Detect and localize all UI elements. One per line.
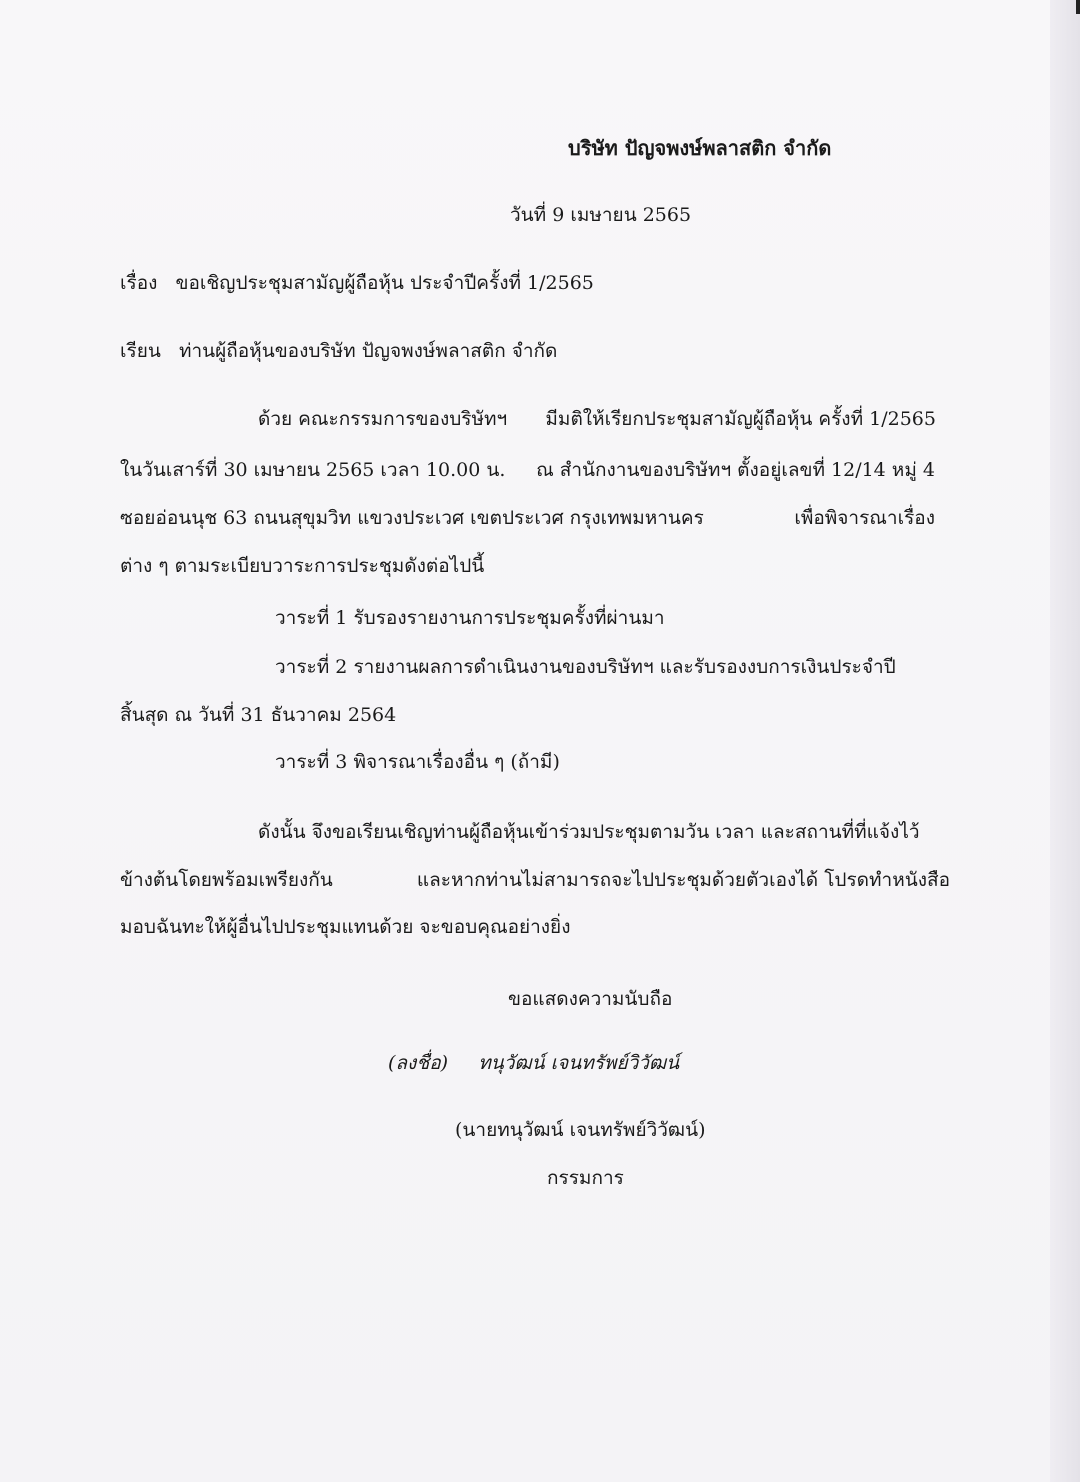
- page-edge-shadow: [1050, 0, 1080, 1482]
- body-line-1-part-a: ด้วย คณะกรรมการของบริษัทฯ: [258, 408, 508, 430]
- signature-name: ทนุวัฒน์ เจนทรัพย์วิวัฒน์: [478, 1052, 680, 1074]
- agenda-item-3: วาระที่ 3 พิจารณาเรื่องอื่น ๆ (ถ้ามี): [275, 751, 560, 773]
- body-line-2-part-b: ณ สำนักงานของบริษัทฯ ตั้งอยู่เลขที่ 12/14 หมู่ 4: [536, 459, 935, 481]
- closing-line-1: ดังนั้น จึงขอเรียนเชิญท่านผู้ถือหุ้นเข้าร่วมประชุมตามวัน เวลา และสถานที่ที่แจ้งไว้: [258, 821, 920, 843]
- recipient-line: [120, 336, 557, 366]
- company-name: บริษัท ปัญจพงษ์พลาสติก จำกัด: [568, 136, 832, 160]
- signature-label: (ลงชื่อ): [388, 1052, 449, 1074]
- closing-line-2-part-a: ข้างต้นโดยพร้อมเพรียงกัน: [120, 869, 333, 891]
- subject-text: ขอเชิญประชุมสามัญผู้ถือหุ้น ประจำปีครั้งที่ 1/2565: [175, 272, 594, 294]
- closing-line-3: มอบฉันทะให้ผู้อื่นไปประชุมแทนด้วย จะขอบคุณอย่างยิ่ง: [120, 916, 571, 938]
- signature-line: [388, 1048, 679, 1078]
- body-line-3-part-b: เพื่อพิจารณาเรื่อง: [794, 507, 935, 529]
- body-line-3: [120, 503, 935, 533]
- recipient-text: ท่านผู้ถือหุ้นของบริษัท ปัญจพงษ์พลาสติก จำกัด: [178, 340, 558, 362]
- body-line-2-part-a: ในวันเสาร์ที่ 30 เมษายน 2565 เวลา 10.00 น.: [120, 459, 506, 481]
- printed-name: (นายทนุวัฒน์ เจนทรัพย์วิวัฒน์): [455, 1119, 706, 1141]
- subject-label: เรื่อง: [120, 272, 158, 294]
- body-line-3-part-a: ซอยอ่อนนุช 63 ถนนสุขุมวิท แขวงประเวศ เขตประเวศ กรุงเทพมหานคร: [120, 507, 704, 529]
- corner-mark: [1076, 0, 1080, 14]
- closing-line-2: [120, 865, 950, 895]
- body-line-2: [120, 455, 935, 485]
- agenda-item-2-continued: สิ้นสุด ณ วันที่ 31 ธันวาคม 2564: [120, 704, 397, 726]
- subject-line: [120, 268, 594, 298]
- body-line-1: [258, 404, 936, 434]
- agenda-item-2: วาระที่ 2 รายงานผลการดำเนินงานของบริษัทฯ และรับรองงบการเงินประจำปี: [275, 656, 896, 678]
- body-line-4: ต่าง ๆ ตามระเบียบวาระการประชุมดังต่อไปนี้: [120, 555, 485, 577]
- agenda-item-1: วาระที่ 1 รับรองรายงานการประชุมครั้งที่ผ่านมา: [275, 607, 665, 629]
- closing-line-2-part-b: และหากท่านไม่สามารถจะไปประชุมด้วยตัวเองได้ โปรดทำหนังสือ: [416, 869, 950, 891]
- sign-off: ขอแสดงความนับถือ: [508, 988, 673, 1010]
- recipient-label: เรียน: [120, 340, 161, 362]
- letter-date: วันที่ 9 เมษายน 2565: [510, 204, 692, 226]
- body-line-1-part-b: มีมติให้เรียกประชุมสามัญผู้ถือหุ้น ครั้งที่ 1/2565: [545, 408, 936, 430]
- signer-position: กรรมการ: [547, 1167, 624, 1189]
